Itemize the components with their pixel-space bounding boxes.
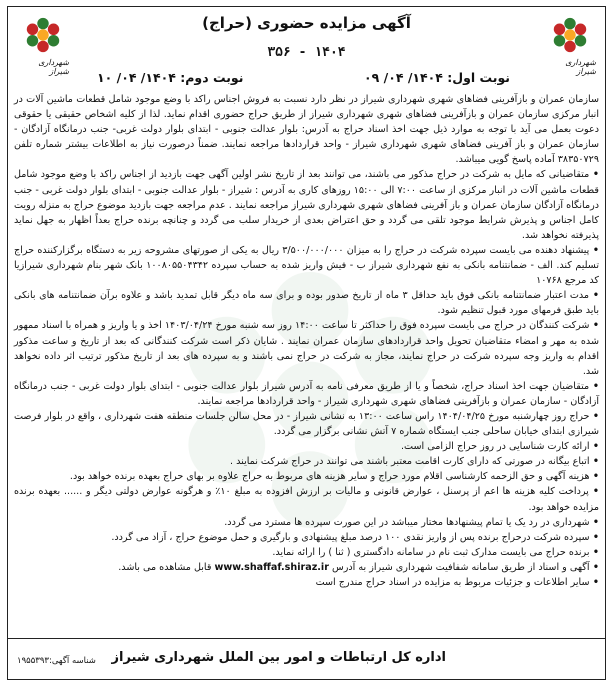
logo-caption: شهرداری شیراز <box>38 58 69 76</box>
notice-code: ۱۴۰۴ - ۳۵۶ <box>267 45 346 60</box>
turn-first-date: ۱۴۰۴/ ۰۴/ ۰۹ <box>364 70 443 85</box>
clause-fees: • پرداخت کلیه هزینه ها اعم از پرسنل ، عوارض قانونی و مالیات بر ارزش افزوده به مبلغ ۱۰٪ و هرگونه عوارض دولتی دیگر و ...... بعهده برنده مزایده خواهد بود. <box>14 484 599 514</box>
department-name: اداره کل ارتباطات و امور بین الملل شهرداری شیراز <box>111 650 446 665</box>
turn-first-label: نوبت اول: <box>447 70 510 85</box>
turn-second-date: ۱۴۰۴/ ۰۴/ ۱۰ <box>97 70 176 85</box>
page-title: آگهی مزایده حضوری (حراج) <box>202 14 411 32</box>
turn-dates <box>97 70 510 85</box>
clause-foreigners: • اتباع بیگانه در صورتی که دارای کارت اقامت معتبر باشند می توانند در حراج شرکت نمایند . <box>14 454 599 469</box>
turn-second <box>97 70 243 85</box>
turn-second-label: نوبت دوم: <box>180 70 244 85</box>
website-text-after: قابل مشاهده می باشد. <box>118 561 212 573</box>
header <box>7 6 606 92</box>
website-text-before: آگهی و اسناد از طریق سامانه شفافیت شهرداری شیراز به آدرس <box>332 561 590 573</box>
clause-ad-costs: • هزینه آگهی و حق الزحمه کارشناسی اقلام مورد حراج و سایر هزینه های مربوط به حراج علاوه بر بهای حراج بعهده برنده خواهد بود. <box>14 469 599 484</box>
clause-auction-date: • حراج روز چهارشنبه مورخ ۱۴۰۴/۰۴/۲۵ راس ساعت ۱۳:۰۰ به نشانی شیراز - در محل سالن جلسات منطقه هفت شهرداری ، واقع در بلوار فرصت شیرازی ابتدای خیابان ساحلی جنب ایستگاه شماره ۷ آتش نشانی برگزار می گردد. <box>14 409 599 439</box>
clause-documents: • متقاضیان جهت اخذ اسناد حراج، شخصاً و یا از طریق معرفی نامه به آدرس شیراز بلوار عدالت جنوبی - ابتدای بلوار دولت غربی - جنب درمانگاه آزادگان - سازمان عمران و بازآفرینی فضاهای شهری شهرداری شیراز - واحد قراردادها مراجعه نمایند. <box>14 379 599 409</box>
clause-website <box>14 560 599 575</box>
clause-deposit-release: • سپرده شرکت درحراج برنده پس از واریز نقدی ۱۰۰ درصد مبلغ پیشنهادی و بارگیری و حمل موضوع حراج ، آزاد می گردد. <box>14 530 599 545</box>
website-link[interactable]: www.shaffaf.shiraz.ir <box>214 561 329 573</box>
ad-id: شناسه آگهی:۱۹۵۵۳۹۳ <box>17 656 96 666</box>
footer <box>7 638 606 680</box>
logo-caption: شهرداری شیراز <box>565 58 596 76</box>
clause-guarantee-validity: • مدت اعتبار ضمانتنامه بانکی فوق باید حداقل ۳ ماه از تاریخ صدور بوده و برای سه ماه دیگر قابل تمدید باشد و علاوه برآن ضمانتنامه های بانکی باید طبق فرمهای مورد قبول تنظیم شود. <box>14 288 599 318</box>
turn-first <box>364 70 510 85</box>
clause-sana: • برنده حراج می بایست مدارک ثبت نام در سامانه دادگستری ( ثنا ) را ارائه نماید. <box>14 545 599 560</box>
clause-visit: • متقاضیانی که مایل به شرکت در حراج مذکور می باشند، می توانند بعد از تاریخ نشر اولین آگهی جهت بازدید از اجناس راکد با وضع موجود شامل قطعات ماشین آلات در انبار مرکزی از ساعت ۷:۰۰ الی ۱۵:۰۰ روزهای کاری به آدرس : شیراز - بلوار عدالت جنوبی - ابتدای بلوار دولت غربی - جنب درمانگاه آزادگان سازمان عمران و باز آفرینی فضاهای شهری شهرداری شیراز مراجعه نمایند . عدم مراجعه جهت بازدید موضوع حراج به منزله رویت کامل اجناس و پذیرش شرایط موجود تلقی می گردد و حق اعتراض بعدی از خریدار سلب می گردد و چنانچه برنده حراج بعداً اظهار به جهل نماید پذیرفته نخواهد شد. <box>14 167 599 242</box>
clause-deposit: • پیشنهاد دهنده می بایست سپرده شرکت در حراج را به میزان ۳/۵۰۰/۰۰۰/۰۰۰ ریال به یکی از صورتهای مشروحه زیر به دستگاه برگزارکننده حراج تسلیم کند. الف - ضمانتنامه بانکی به نفع شهرداری شیراز ب - فیش واریز شده به حساب سپرده ۱۰۰۸۰۵۵۰۴۳۴۲ بانک شهر بنام شهرداری شیرازیا کد مرجع ۱۰۷۶۸ <box>14 243 599 288</box>
clause-deposit-deadline: • شرکت کنندگان در حراج می بایست سپرده فوق را حداکثر تا ساعت ۱۴:۰۰ روز سه شنبه مورخ ۱۴۰۳/۰۴/۲۴ اخذ و یا واریز و همراه با اسناد ممهور شده به مهر و امضاء متقاضیان تحویل واحد قراردادهای سازمان عمران نمایند . شایان ذکر است شرکت کنندگانی که بعد از تاریخ و ساعت مذکور اقدام به واریز وجه سپرده شرکت در حراج نمایند، مجاز به شرکت در حراج نمی باشند و به سپرده های بعد از تاریخ مذکور ترتیب اثر داده نخواهد شد. <box>14 318 599 378</box>
clause-other-info: • سایر اطلاعات و جزئیات مربوط به مزایده در اسناد حراج مندرج است <box>14 575 599 590</box>
clause-id-card: • ارائه کارت شناسایی در روز حراج الزامی است. <box>14 439 599 454</box>
notice-body <box>14 92 599 590</box>
clause-rejection: • شهرداری در رد یک یا تمام پیشنهادها مختار میباشد در این صورت سپرده ها مسترد می گردد. <box>14 515 599 530</box>
intro-paragraph: سازمان عمران و بازآفرینی فضاهای شهری شهرداری شیراز در نظر دارد نسبت به فروش اجناس راکد با وضع موجود شامل قطعات ماشین آلات در انبار مرکزی سازمان عمران و بازآفرینی فضاهای شهری شهرداری شیراز از طریق حراج حضوری اقدام نماید. لذا از کلیه اشخاص حقیقی یا حقوقی دعوت بعمل می آید با توجه به موارد ذیل جهت اخذ اسناد حراج به آدرس: بلوار عدالت جنوبی - ابتدای بلوار دولت غربی- جنب درمانگاه آزادگان - سازمان عمران و باز آفرینی فضاهای شهری شهرداری شیراز - واحد قراردادها مراجعه نمایند. ضمناً درصورت نیاز به اطلاعات بیشتر شماره تلفن ۳۸۳۵۰۷۲۹ آماده پاسخ گویی میباشد. <box>14 94 599 166</box>
